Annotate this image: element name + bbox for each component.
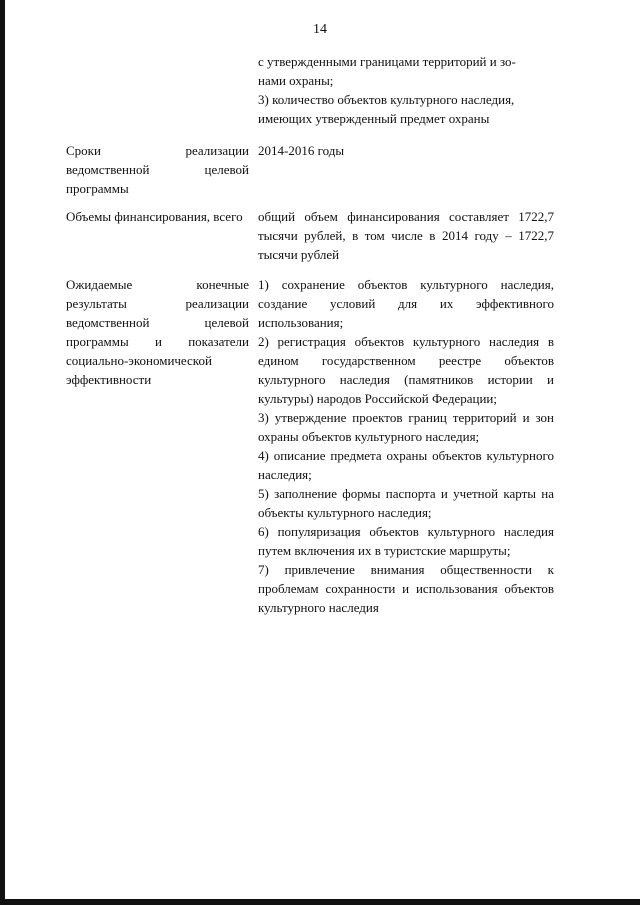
scan-edge-bottom (0, 899, 640, 905)
funding-value: общий объем финансирования составляет 1722,7 тысячи рублей, в том числе в 2014 году – 1722,7 тысячи рублей (258, 209, 554, 262)
result-item: 5) заполнение формы паспорта и учетной карты на объекты культурного наследия; (258, 486, 554, 520)
result-item: 7) привлечение внимания общественности к проблемам сохранности и использования объектов культурного наследия (258, 562, 554, 615)
continuation-line: нами охраны; (258, 73, 334, 88)
result-item: 3) утверждение проектов границ территорий и зон охраны объектов культурного наследия; (258, 410, 554, 444)
result-item: 1) сохранение объектов культурного наследия, создание условий для их эффективного использования; (258, 277, 554, 330)
terms-label: Сроки реализации ведомственной целевой программы (66, 143, 249, 196)
continuation-line: с утвержденными границами территорий и зо- (258, 54, 516, 69)
result-item: 2) регистрация объектов культурного наследия в едином государственном реестре объектов культурного наследия (памятников истории и культуры) народов Российской Федерации; (258, 334, 554, 406)
results-list (258, 275, 554, 617)
terms-value: 2014-2016 годы (258, 143, 345, 158)
result-item: 4) описание предмета охраны объектов культурного наследия; (258, 448, 554, 482)
result-item: 6) популяризация объектов культурного наследия путем включения их в туристские маршруты; (258, 524, 554, 558)
continuation-line: имеющих утвержденный предмет охраны (258, 111, 490, 126)
page-number: 14 (313, 22, 327, 37)
scan-edge-left (0, 0, 5, 905)
continuation-line: 3) количество объектов культурного наследия, (258, 92, 515, 107)
continuation-text (258, 52, 554, 128)
funding-label: Объемы финансирования, всего (66, 209, 243, 224)
results-label: Ожидаемые конечные результаты реализации ведомственной целевой программы и показатели социально-экономической эффективности (66, 277, 249, 387)
